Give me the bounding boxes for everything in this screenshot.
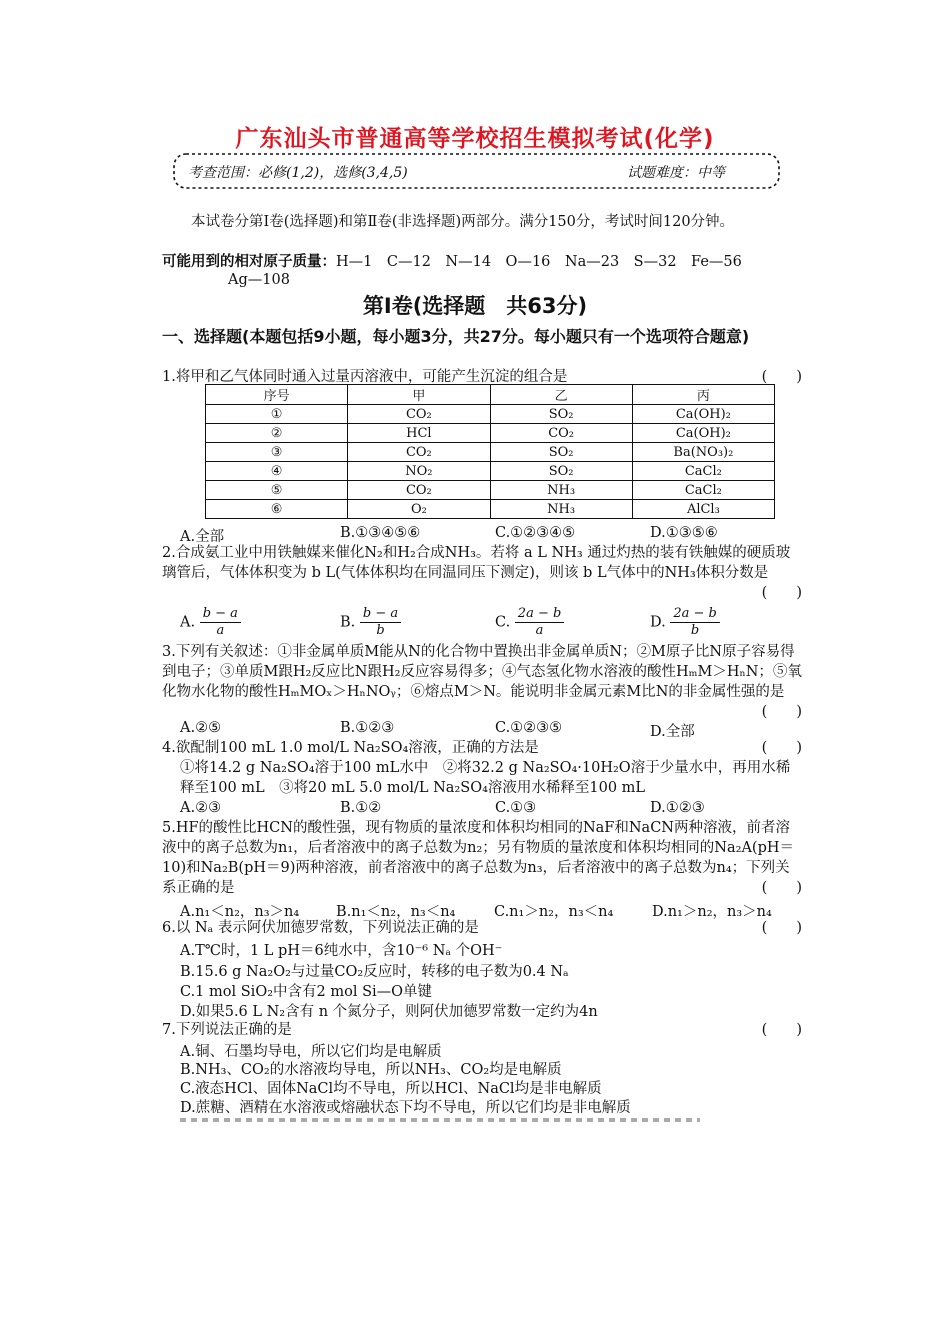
q5-option-a: A.n₁＜n₂，n₃＞n₄ (180, 904, 300, 920)
question-1-table (205, 384, 775, 519)
q2-option-a (180, 606, 241, 639)
table-cell: HCl (348, 424, 490, 443)
fraction-denominator: b (376, 623, 385, 638)
table-cell: CO₂ (348, 443, 490, 462)
table-row (206, 481, 775, 500)
table-header-row (206, 385, 775, 405)
q1-option-a: A.全部 (180, 529, 225, 545)
option-letter: B. (340, 614, 356, 631)
q7-option-c: C.液态HCl、固体NaCl均不导电，所以HCl、NaCl均是非电解质 (180, 1081, 602, 1097)
q1-option-b: B.①③④⑤⑥ (340, 525, 421, 541)
table-cell: ④ (206, 462, 348, 481)
q3-option-b: B.①②③ (340, 720, 395, 736)
table-cell: SO₂ (490, 405, 632, 424)
answer-paren: ( ) (761, 740, 802, 756)
q7-option-d: D.蔗糖、酒精在水溶液或熔融状态下均不导电，所以它们均是非电解质 (180, 1100, 631, 1116)
table-row (206, 443, 775, 462)
answer-paren: ( ) (761, 704, 802, 720)
table-header-cell: 乙 (490, 385, 632, 405)
table-cell: SO₂ (490, 462, 632, 481)
fraction-denominator: a (535, 623, 544, 638)
scope-box (168, 150, 785, 192)
table-header-cell: 丙 (632, 385, 774, 405)
question-3-stem (162, 642, 802, 720)
intro-text: 本试卷分第Ⅰ卷(选择题)和第Ⅱ卷(非选择题)两部分。满分150分，考试时间120分钟。 (191, 214, 735, 230)
question-5-text: 5.HF的酸性比HCN的酸性强，现有物质的量浓度和体积均相同的NaF和NaCN两种溶液，前者溶液中的离子总数为n₁，后者溶液中的离子总数为n₂；另有物质的量浓度和体积均相同的Na₂A(pH＝10)和Na₂B(pH＝9)两种溶液，前者溶液中的离子总数为n₃，后者溶液中的离子总数为n₄；下列关系正确的是 (162, 820, 794, 896)
table-cell: CaCl₂ (632, 481, 774, 500)
table-cell: NH₃ (490, 500, 632, 519)
table-cell: AlCl₃ (632, 500, 774, 519)
fraction (670, 606, 720, 639)
table-cell: ① (206, 405, 348, 424)
table-row (206, 405, 775, 424)
fraction-numerator: b − a (200, 606, 241, 623)
answer-paren: ( ) (761, 369, 802, 385)
q2-option-b (340, 606, 401, 639)
answer-paren: ( ) (761, 920, 802, 936)
fraction (515, 606, 565, 639)
table-header-cell: 序号 (206, 385, 348, 405)
q6-option-b: B.15.6 g Na₂O₂与过量CO₂反应时，转移的电子数为0.4 Nₐ (180, 964, 569, 980)
fraction-denominator: a (216, 623, 225, 638)
fraction (200, 606, 241, 639)
scope-label: 考查范围：必修(1,2)，选修(3,4,5) (188, 165, 408, 181)
table-cell: Ca(OH)₂ (632, 424, 774, 443)
q4-option-c: C.①③ (495, 800, 537, 816)
table-header-cell: 甲 (348, 385, 490, 405)
q3-option-a: A.②⑤ (180, 720, 222, 736)
volume-heading: 第Ⅰ卷(选择题 共63分) (362, 294, 588, 318)
q2-option-c (495, 606, 564, 639)
q5-option-c: C.n₁＞n₂，n₃＜n₄ (494, 904, 614, 920)
question-6-stem (162, 918, 802, 938)
table-cell: Ba(NO₃)₂ (632, 443, 774, 462)
question-7-text: 7.下列说法正确的是 (162, 1022, 292, 1038)
table-row (206, 424, 775, 443)
fraction-numerator: b − a (360, 606, 401, 623)
question-4-body: ①将14.2 g Na₂SO₄溶于100 mL水中 ②将32.2 g Na₂SO₄·10H₂O溶于少量水中，再用水稀释至100 mL ③将20 mL 5.0 mol/L Na₂SO₄溶液用水稀释至100 mL (180, 760, 791, 796)
answer-paren: ( ) (761, 1022, 802, 1038)
table-cell: CO₂ (348, 481, 490, 500)
q2-option-d (650, 606, 720, 639)
q6-option-c: C.1 mol SiO₂中含有2 mol Si—O单键 (180, 984, 433, 1000)
q5-option-b: B.n₁＜n₂，n₃＜n₄ (336, 904, 456, 920)
atomic-mass-values-2: Ag—108 (228, 272, 290, 288)
fraction (360, 606, 401, 639)
table-cell: CO₂ (348, 405, 490, 424)
table-cell: CaCl₂ (632, 462, 774, 481)
atomic-mass-line (162, 252, 802, 272)
option-letter: A. (180, 614, 196, 631)
table-cell: ③ (206, 443, 348, 462)
atomic-mass-label: 可能用到的相对原子质量： (162, 254, 336, 270)
option-letter: D. (650, 614, 666, 631)
question-4-stem (162, 738, 802, 758)
table-cell: ⑥ (206, 500, 348, 519)
question-2-text: 2.合成氨工业中用铁触媒来催化N₂和H₂合成NH₃。若将 a L NH₃ 通过灼热的装有铁触媒的硬质玻璃管后，气体体积变为 b L(气体体积均在同温同压下测定)，则该 b L气体中的NH₃体积分数是 (162, 545, 791, 581)
table-cell: SO₂ (490, 443, 632, 462)
fraction-numerator: 2a − b (515, 606, 565, 623)
question-2-stem (162, 543, 802, 601)
q1-option-c: C.①②③④⑤ (495, 525, 576, 541)
table-cell: ② (206, 424, 348, 443)
question-6-text: 6.以 Nₐ 表示阿伏加德罗常数，下列说法正确的是 (162, 920, 479, 936)
difficulty-label: 试题难度：中等 (627, 165, 725, 181)
question-4-text: 4.欲配制100 mL 1.0 mol/L Na₂SO₄溶液，正确的方法是 (162, 740, 539, 756)
table-cell: CO₂ (490, 424, 632, 443)
q7-option-b: B.NH₃、CO₂的水溶液均导电，所以NH₃、CO₂均是电解质 (180, 1062, 562, 1078)
q5-option-d: D.n₁＞n₂，n₃＞n₄ (652, 904, 772, 920)
q3-option-d: D.全部 (650, 724, 695, 740)
cut-off-text-remnant (180, 1118, 700, 1122)
option-letter: C. (495, 614, 511, 631)
q6-option-a: A.T℃时，1 L pH＝6纯水中，含10⁻⁶ Nₐ 个OH⁻ (180, 943, 503, 959)
atomic-mass-values: H—1 C—12 N—14 O—16 Na—23 S—32 Fe—56 (336, 254, 742, 270)
fraction-numerator: 2a − b (670, 606, 720, 623)
table-cell: ⑤ (206, 481, 348, 500)
section-heading: 一、选择题(本题包括9小题，每小题3分，共27分。每小题只有一个选项符合题意) (162, 327, 750, 346)
table-cell: NO₂ (348, 462, 490, 481)
table-cell: NH₃ (490, 481, 632, 500)
q4-option-b: B.①② (340, 800, 382, 816)
q1-option-d: D.①③⑤⑥ (650, 525, 718, 541)
question-5-stem (162, 818, 802, 898)
question-3-text: 3.下列有关叙述：①非金属单质M能从N的化合物中置换出非金属单质N；②M原子比N原子容易得到电子；③单质M跟H₂反应比N跟H₂反应容易得多；④气态氢化物水溶液的酸性HₘM＞HₙN；⑤氧化物水化物的酸性HₘMOₓ＞HₙNOᵧ；⑥熔点M＞N。能说明非金属元素M比N的非金属性强的是 (162, 644, 802, 700)
answer-paren: ( ) (761, 880, 802, 896)
question-1-text: 1.将甲和乙气体同时通入过量丙溶液中，可能产生沉淀的组合是 (162, 369, 568, 385)
q7-option-a: A.铜、石墨均导电，所以它们均是电解质 (180, 1044, 442, 1060)
table-cell: O₂ (348, 500, 490, 519)
q4-option-a: A.②③ (180, 800, 222, 816)
fraction-denominator: b (690, 623, 700, 638)
table-cell: Ca(OH)₂ (632, 405, 774, 424)
exam-title: 广东汕头市普通高等学校招生模拟考试(化学) (235, 126, 715, 152)
table-row (206, 462, 775, 481)
q4-option-d: D.①②③ (650, 800, 705, 816)
q6-option-d: D.如果5.6 L N₂含有 n 个氮分子，则阿伏加德罗常数一定约为4n (180, 1004, 598, 1020)
answer-paren: ( ) (761, 585, 802, 601)
table-row (206, 500, 775, 519)
question-7-stem (162, 1020, 802, 1040)
q3-option-c: C.①②③⑤ (495, 720, 563, 736)
